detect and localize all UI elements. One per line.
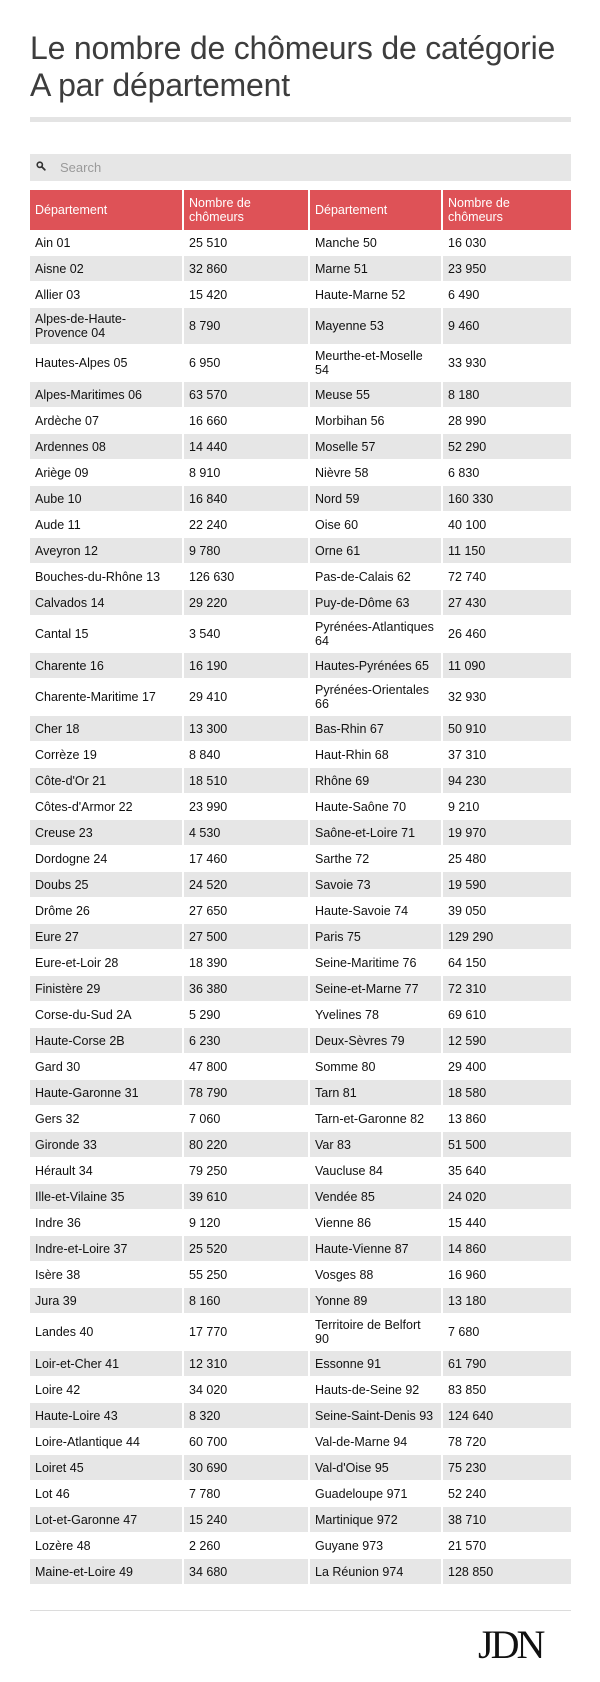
count-cell: 72 310 [442, 976, 571, 1002]
count-cell: 94 230 [442, 768, 571, 794]
table-row [30, 1559, 571, 1585]
department-cell: Haute-Loire 43 [30, 1403, 183, 1429]
table-row [30, 716, 571, 742]
department-cell: Aude 11 [30, 512, 183, 538]
department-cell: Côtes-d'Armor 22 [30, 794, 183, 820]
count-cell: 78 790 [183, 1080, 309, 1106]
count-cell: 72 740 [442, 564, 571, 590]
count-cell: 8 180 [442, 382, 571, 408]
count-cell: 6 830 [442, 460, 571, 486]
count-cell: 24 520 [183, 872, 309, 898]
table-row [30, 1054, 571, 1080]
department-cell: Loire-Atlantique 44 [30, 1429, 183, 1455]
department-cell: Marne 51 [309, 256, 442, 282]
department-cell: Guadeloupe 971 [309, 1481, 442, 1507]
department-cell: Ain 01 [30, 230, 183, 256]
department-cell: Orne 61 [309, 538, 442, 564]
table-row [30, 1481, 571, 1507]
department-cell: Corse-du-Sud 2A [30, 1002, 183, 1028]
count-cell: 9 780 [183, 538, 309, 564]
count-cell: 50 910 [442, 716, 571, 742]
table-row [30, 512, 571, 538]
department-cell: Saône-et-Loire 71 [309, 820, 442, 846]
department-cell: Haute-Savoie 74 [309, 898, 442, 924]
table-row [30, 1377, 571, 1403]
count-cell: 40 100 [442, 512, 571, 538]
count-cell: 55 250 [183, 1262, 309, 1288]
count-cell: 3 540 [183, 616, 309, 653]
jdn-logo: JDN [478, 1622, 543, 1667]
table-row [30, 898, 571, 924]
table-row [30, 408, 571, 434]
count-cell: 5 290 [183, 1002, 309, 1028]
table-row [30, 1455, 571, 1481]
count-cell: 37 310 [442, 742, 571, 768]
count-cell: 14 860 [442, 1236, 571, 1262]
department-cell: Rhône 69 [309, 768, 442, 794]
department-cell: Pyrénées-Orientales 66 [309, 679, 442, 716]
department-cell: Corrèze 19 [30, 742, 183, 768]
department-cell: Jura 39 [30, 1288, 183, 1314]
count-cell: 32 930 [442, 679, 571, 716]
department-cell: Savoie 73 [309, 872, 442, 898]
count-cell: 7 060 [183, 1106, 309, 1132]
department-cell: Charente 16 [30, 653, 183, 679]
column-header[interactable]: Département [309, 190, 442, 230]
table-row [30, 679, 571, 716]
department-cell: Haut-Rhin 68 [309, 742, 442, 768]
count-cell: 8 160 [183, 1288, 309, 1314]
count-cell: 78 720 [442, 1429, 571, 1455]
count-cell: 63 570 [183, 382, 309, 408]
table-row [30, 434, 571, 460]
department-cell: Val-de-Marne 94 [309, 1429, 442, 1455]
count-cell: 160 330 [442, 486, 571, 512]
department-cell: Deux-Sèvres 79 [309, 1028, 442, 1054]
department-cell: Essonne 91 [309, 1351, 442, 1377]
count-cell: 12 310 [183, 1351, 309, 1377]
table-row [30, 486, 571, 512]
count-cell: 15 240 [183, 1507, 309, 1533]
department-cell: Meuse 55 [309, 382, 442, 408]
department-cell: Alpes-Maritimes 06 [30, 382, 183, 408]
department-cell: Haute-Vienne 87 [309, 1236, 442, 1262]
department-cell: Ardèche 07 [30, 408, 183, 434]
department-cell: Eure 27 [30, 924, 183, 950]
table-row [30, 538, 571, 564]
table-row [30, 230, 571, 256]
count-cell: 11 090 [442, 653, 571, 679]
table-row [30, 1132, 571, 1158]
department-cell: Territoire de Belfort 90 [309, 1314, 442, 1351]
table-row [30, 1533, 571, 1559]
count-cell: 8 790 [183, 308, 309, 345]
count-cell: 16 660 [183, 408, 309, 434]
table-row [30, 768, 571, 794]
department-cell: Seine-Maritime 76 [309, 950, 442, 976]
department-cell: Puy-de-Dôme 63 [309, 590, 442, 616]
department-cell: Gard 30 [30, 1054, 183, 1080]
department-cell: Landes 40 [30, 1314, 183, 1351]
count-cell: 30 690 [183, 1455, 309, 1481]
department-cell: Aisne 02 [30, 256, 183, 282]
count-cell: 9 120 [183, 1210, 309, 1236]
table-row [30, 1262, 571, 1288]
count-cell: 24 020 [442, 1184, 571, 1210]
count-cell: 13 860 [442, 1106, 571, 1132]
count-cell: 17 770 [183, 1314, 309, 1351]
count-cell: 8 840 [183, 742, 309, 768]
department-cell: Lot 46 [30, 1481, 183, 1507]
department-cell: Loiret 45 [30, 1455, 183, 1481]
count-cell: 75 230 [442, 1455, 571, 1481]
department-cell: Côte-d'Or 21 [30, 768, 183, 794]
table-row [30, 282, 571, 308]
table-row [30, 1236, 571, 1262]
column-header[interactable]: Nombre de chômeurs [442, 190, 571, 230]
count-cell: 27 430 [442, 590, 571, 616]
department-cell: Indre 36 [30, 1210, 183, 1236]
department-cell: Pas-de-Calais 62 [309, 564, 442, 590]
department-cell: Guyane 973 [309, 1533, 442, 1559]
count-cell: 19 590 [442, 872, 571, 898]
department-cell: Maine-et-Loire 49 [30, 1559, 183, 1585]
count-cell: 8 320 [183, 1403, 309, 1429]
department-cell: Val-d'Oise 95 [309, 1455, 442, 1481]
count-cell: 8 910 [183, 460, 309, 486]
department-cell: Mayenne 53 [309, 308, 442, 345]
department-cell: Somme 80 [309, 1054, 442, 1080]
table-row [30, 1028, 571, 1054]
count-cell: 28 990 [442, 408, 571, 434]
department-cell: Moselle 57 [309, 434, 442, 460]
count-cell: 47 800 [183, 1054, 309, 1080]
department-cell: Haute-Marne 52 [309, 282, 442, 308]
count-cell: 33 930 [442, 345, 571, 382]
count-cell: 32 860 [183, 256, 309, 282]
column-header[interactable]: Département [30, 190, 183, 230]
table-row [30, 1158, 571, 1184]
count-cell: 79 250 [183, 1158, 309, 1184]
footer-divider [30, 1610, 571, 1611]
department-cell: Seine-Saint-Denis 93 [309, 1403, 442, 1429]
count-cell: 25 520 [183, 1236, 309, 1262]
count-cell: 27 500 [183, 924, 309, 950]
table-row [30, 872, 571, 898]
count-cell: 52 290 [442, 434, 571, 460]
table-row [30, 616, 571, 653]
department-cell: Cher 18 [30, 716, 183, 742]
department-cell: Martinique 972 [309, 1507, 442, 1533]
count-cell: 26 460 [442, 616, 571, 653]
department-cell: Finistère 29 [30, 976, 183, 1002]
count-cell: 7 680 [442, 1314, 571, 1351]
count-cell: 23 950 [442, 256, 571, 282]
count-cell: 16 960 [442, 1262, 571, 1288]
department-cell: Hautes-Alpes 05 [30, 345, 183, 382]
department-cell: Calvados 14 [30, 590, 183, 616]
count-cell: 52 240 [442, 1481, 571, 1507]
department-cell: Vendée 85 [309, 1184, 442, 1210]
column-header[interactable]: Nombre de chômeurs [183, 190, 309, 230]
table-row [30, 1288, 571, 1314]
department-cell: Ariège 09 [30, 460, 183, 486]
department-cell: Gers 32 [30, 1106, 183, 1132]
table-row [30, 1351, 571, 1377]
count-cell: 124 640 [442, 1403, 571, 1429]
department-cell: Lozère 48 [30, 1533, 183, 1559]
department-cell: Bouches-du-Rhône 13 [30, 564, 183, 590]
department-cell: Aube 10 [30, 486, 183, 512]
table-row [30, 742, 571, 768]
count-cell: 17 460 [183, 846, 309, 872]
department-cell: Oise 60 [309, 512, 442, 538]
count-cell: 22 240 [183, 512, 309, 538]
data-table [30, 190, 571, 1585]
table-row [30, 382, 571, 408]
department-cell: Allier 03 [30, 282, 183, 308]
department-cell: Loire 42 [30, 1377, 183, 1403]
search-bar[interactable] [30, 154, 571, 181]
department-cell: Meurthe-et-Moselle 54 [309, 345, 442, 382]
count-cell: 18 580 [442, 1080, 571, 1106]
search-input[interactable] [30, 155, 560, 180]
count-cell: 64 150 [442, 950, 571, 976]
count-cell: 21 570 [442, 1533, 571, 1559]
department-cell: Creuse 23 [30, 820, 183, 846]
table-row [30, 653, 571, 679]
count-cell: 6 490 [442, 282, 571, 308]
count-cell: 11 150 [442, 538, 571, 564]
table-row [30, 924, 571, 950]
count-cell: 39 610 [183, 1184, 309, 1210]
department-cell: Hauts-de-Seine 92 [309, 1377, 442, 1403]
count-cell: 27 650 [183, 898, 309, 924]
count-cell: 83 850 [442, 1377, 571, 1403]
table-row [30, 460, 571, 486]
department-cell: Isère 38 [30, 1262, 183, 1288]
count-cell: 18 390 [183, 950, 309, 976]
table-row [30, 1429, 571, 1455]
department-cell: Nord 59 [309, 486, 442, 512]
count-cell: 80 220 [183, 1132, 309, 1158]
department-cell: Var 83 [309, 1132, 442, 1158]
table-header-row [30, 190, 571, 230]
table-row [30, 256, 571, 282]
table-row [30, 846, 571, 872]
count-cell: 23 990 [183, 794, 309, 820]
count-cell: 12 590 [442, 1028, 571, 1054]
department-cell: Pyrénées-Atlantiques 64 [309, 616, 442, 653]
table-row [30, 1314, 571, 1351]
page-title: Le nombre de chômeurs de catégorie A par département [30, 30, 556, 103]
count-cell: 14 440 [183, 434, 309, 460]
department-cell: Manche 50 [309, 230, 442, 256]
department-cell: Yvelines 78 [309, 1002, 442, 1028]
count-cell: 60 700 [183, 1429, 309, 1455]
department-cell: Alpes-de-Haute-Provence 04 [30, 308, 183, 345]
department-cell: La Réunion 974 [309, 1559, 442, 1585]
table-row [30, 820, 571, 846]
count-cell: 126 630 [183, 564, 309, 590]
department-cell: Doubs 25 [30, 872, 183, 898]
count-cell: 2 260 [183, 1533, 309, 1559]
department-cell: Haute-Garonne 31 [30, 1080, 183, 1106]
department-cell: Lot-et-Garonne 47 [30, 1507, 183, 1533]
title-divider [30, 117, 571, 122]
department-cell: Eure-et-Loir 28 [30, 950, 183, 976]
count-cell: 16 840 [183, 486, 309, 512]
table-row [30, 1184, 571, 1210]
table-row [30, 1002, 571, 1028]
count-cell: 6 950 [183, 345, 309, 382]
count-cell: 29 400 [442, 1054, 571, 1080]
department-cell: Vaucluse 84 [309, 1158, 442, 1184]
department-cell: Tarn-et-Garonne 82 [309, 1106, 442, 1132]
count-cell: 16 190 [183, 653, 309, 679]
table-row [30, 590, 571, 616]
count-cell: 128 850 [442, 1559, 571, 1585]
table-row [30, 794, 571, 820]
department-cell: Dordogne 24 [30, 846, 183, 872]
department-cell: Seine-et-Marne 77 [309, 976, 442, 1002]
department-cell: Hautes-Pyrénées 65 [309, 653, 442, 679]
count-cell: 39 050 [442, 898, 571, 924]
count-cell: 25 510 [183, 230, 309, 256]
department-cell: Ardennes 08 [30, 434, 183, 460]
department-cell: Paris 75 [309, 924, 442, 950]
count-cell: 36 380 [183, 976, 309, 1002]
department-cell: Aveyron 12 [30, 538, 183, 564]
count-cell: 13 300 [183, 716, 309, 742]
count-cell: 6 230 [183, 1028, 309, 1054]
count-cell: 9 210 [442, 794, 571, 820]
department-cell: Vienne 86 [309, 1210, 442, 1236]
count-cell: 13 180 [442, 1288, 571, 1314]
count-cell: 129 290 [442, 924, 571, 950]
count-cell: 29 220 [183, 590, 309, 616]
count-cell: 19 970 [442, 820, 571, 846]
count-cell: 15 440 [442, 1210, 571, 1236]
table-row [30, 1106, 571, 1132]
department-cell: Gironde 33 [30, 1132, 183, 1158]
department-cell: Charente-Maritime 17 [30, 679, 183, 716]
table-row [30, 308, 571, 345]
table-row [30, 1403, 571, 1429]
department-cell: Yonne 89 [309, 1288, 442, 1314]
count-cell: 18 510 [183, 768, 309, 794]
count-cell: 4 530 [183, 820, 309, 846]
table-row [30, 1080, 571, 1106]
count-cell: 69 610 [442, 1002, 571, 1028]
count-cell: 16 030 [442, 230, 571, 256]
count-cell: 7 780 [183, 1481, 309, 1507]
count-cell: 51 500 [442, 1132, 571, 1158]
department-cell: Drôme 26 [30, 898, 183, 924]
table-row [30, 976, 571, 1002]
count-cell: 9 460 [442, 308, 571, 345]
department-cell: Tarn 81 [309, 1080, 442, 1106]
count-cell: 34 020 [183, 1377, 309, 1403]
table-row [30, 1507, 571, 1533]
department-cell: Ille-et-Vilaine 35 [30, 1184, 183, 1210]
table-row [30, 950, 571, 976]
department-cell: Sarthe 72 [309, 846, 442, 872]
count-cell: 34 680 [183, 1559, 309, 1585]
count-cell: 38 710 [442, 1507, 571, 1533]
count-cell: 25 480 [442, 846, 571, 872]
table-row [30, 345, 571, 382]
count-cell: 15 420 [183, 282, 309, 308]
count-cell: 29 410 [183, 679, 309, 716]
table-row [30, 564, 571, 590]
count-cell: 35 640 [442, 1158, 571, 1184]
department-cell: Nièvre 58 [309, 460, 442, 486]
department-cell: Hérault 34 [30, 1158, 183, 1184]
department-cell: Haute-Corse 2B [30, 1028, 183, 1054]
count-cell: 61 790 [442, 1351, 571, 1377]
department-cell: Haute-Saône 70 [309, 794, 442, 820]
department-cell: Morbihan 56 [309, 408, 442, 434]
department-cell: Loir-et-Cher 41 [30, 1351, 183, 1377]
department-cell: Cantal 15 [30, 616, 183, 653]
department-cell: Vosges 88 [309, 1262, 442, 1288]
department-cell: Indre-et-Loire 37 [30, 1236, 183, 1262]
department-cell: Bas-Rhin 67 [309, 716, 442, 742]
table-row [30, 1210, 571, 1236]
